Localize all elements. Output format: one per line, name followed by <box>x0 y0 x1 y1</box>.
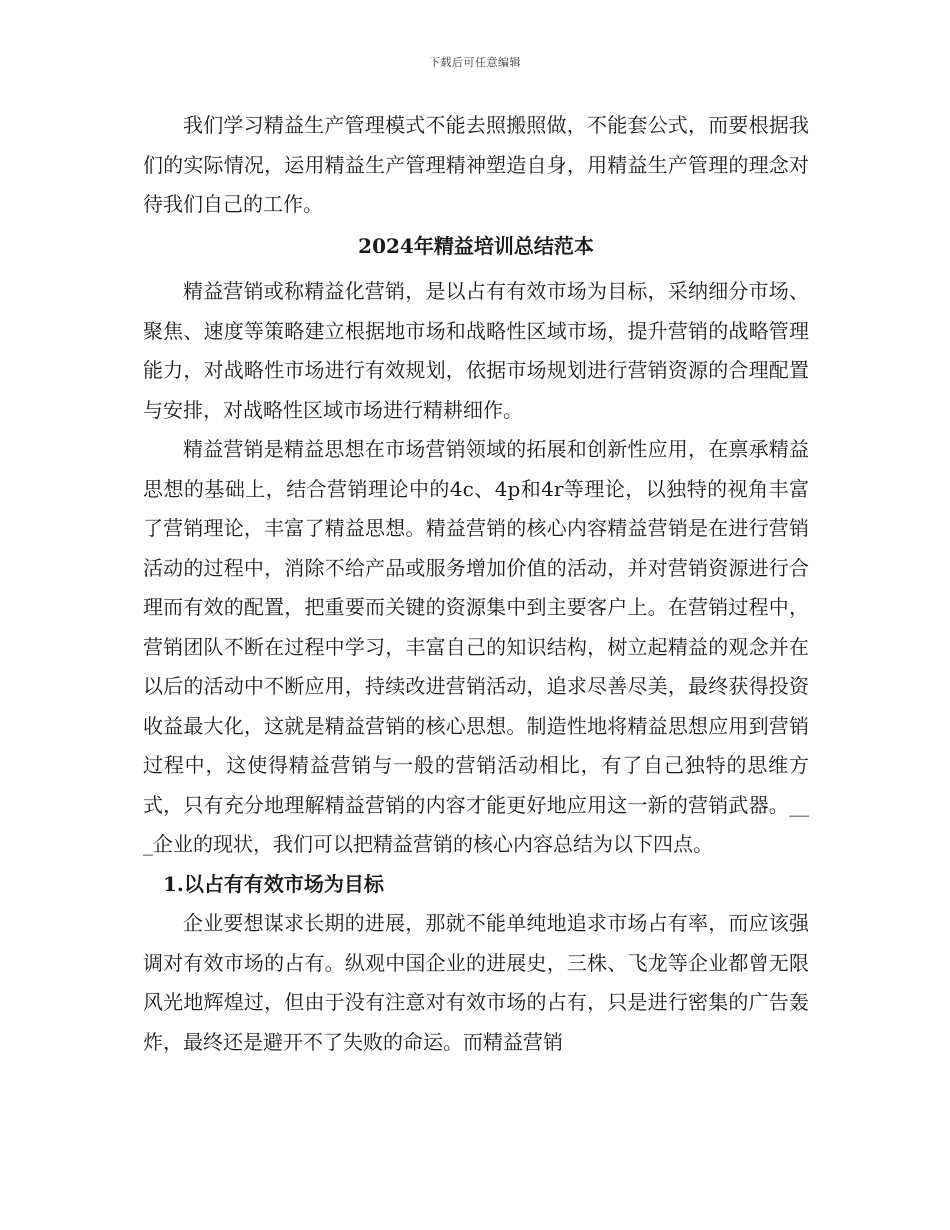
document-body <box>143 106 809 1062</box>
paragraph-2: 精益营销是精益思想在市场营销领域的拓展和创新性应用，在禀承精益思想的基础上，结合营销理论中的4c、4p和4r等理论，以独特的视角丰富了营销理论，丰富了精益思想。精益营销的核心内容精益营销是在进行营销活动的过程中，消除不给产品或服务增加价值的活动，并对营销资源进行合理而有效的配置，把重要而关键的资源集中到主要客户上。在营销过程中，营销团队不断在过程中学习，丰富自己的知识结构，树立起精益的观念并在以后的活动中不断应用，持续改进营销活动，追求尽善尽美，最终获得投资收益最大化，这就是精益营销的核心思想。制造性地将精益思想应用到营销过程中，这使得精益营销与一般的营销活动相比，有了自己独特的思维方式，只有充分地理解精益营销的内容才能更好地应用这一新的营销武器。___企业的现状，我们可以把精益营销的核心内容总结为以下四点。 <box>143 437 809 856</box>
paragraph-1: 精益营销或称精益化营销，是以占有有效市场为目标，采纳细分市场、聚焦、速度等策略建立根据地市场和战略性区域市场，提升营销的战略管理能力，对战略性市场进行有效规划，依据市场规划进行营销资源的合理配置与安排，对战略性区域市场进行精耕细作。 <box>143 279 809 422</box>
section-heading-1: 1.以占有有效市场为目标 <box>163 871 384 896</box>
intro-paragraph: 我们学习精益生产管理模式不能去照搬照做，不能套公式，而要根据我们的实际情况，运用精益生产管理精神塑造自身，用精益生产管理的理念对待我们自己的工作。 <box>143 113 809 216</box>
page-header-note: 下载后可任意编辑 <box>429 56 521 69</box>
paragraph-3: 企业要想谋求长期的进展，那就不能单纯地追求市场占有率，而应该强调对有效市场的占有。纵观中国企业的进展史，三株、飞龙等企业都曾无限风光地辉煌过，但由于没有注意对有效市场的占有，只是进行密集的广告轰炸，最终还是避开不了失败的命运。而精益营销 <box>143 911 809 1054</box>
document-title: 2024年精益培训总结范本 <box>358 233 594 258</box>
